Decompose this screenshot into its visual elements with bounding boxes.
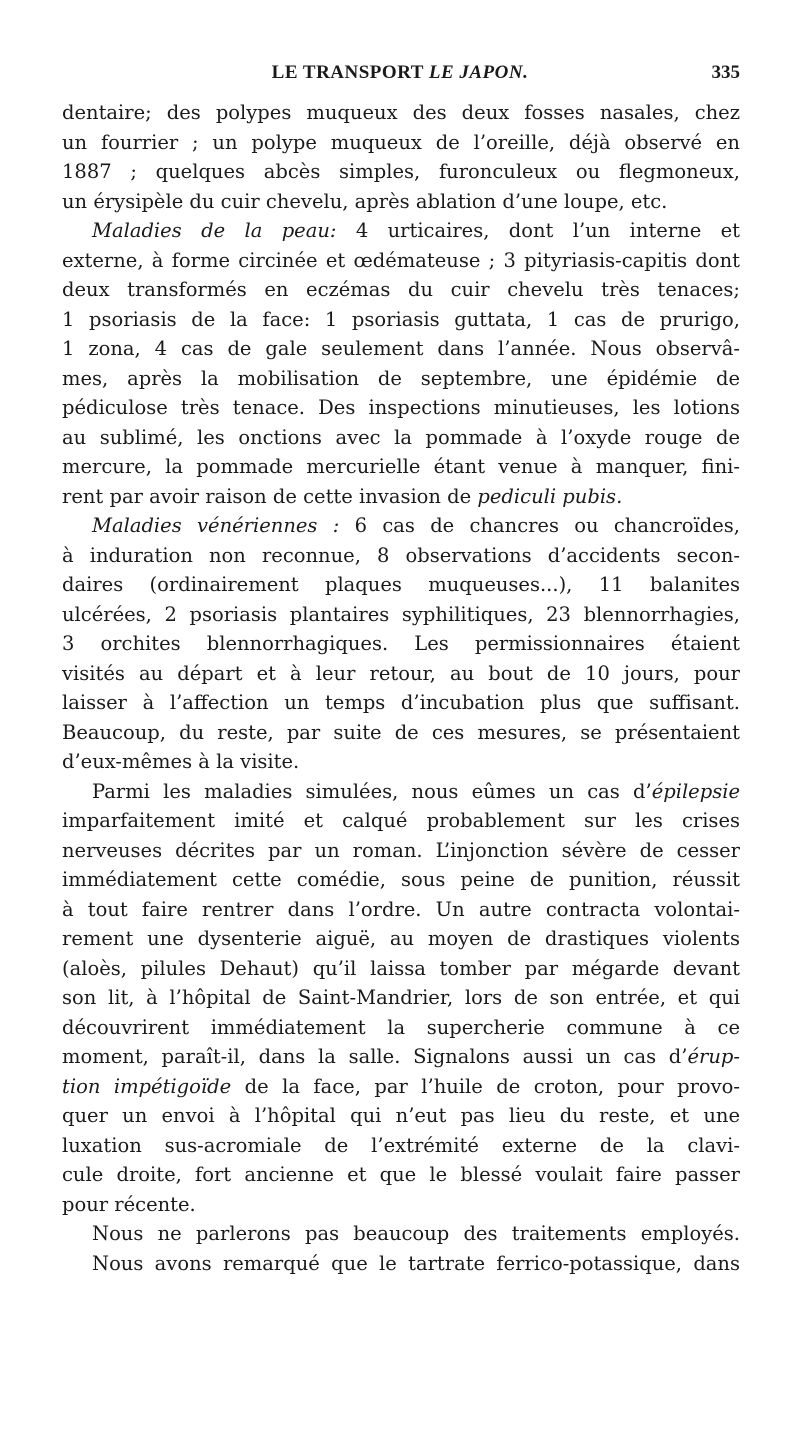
italic-text: érup- — [687, 1045, 740, 1068]
text-line — [62, 275, 740, 305]
text-run: nerveuses décrites par un roman. L’injonction sévère de cesser — [62, 838, 740, 862]
text-run: Parmi les maladies simulées, nous eûmes un cas d’ — [92, 779, 652, 803]
text-run: deux transformés en eczémas du cuir chevelu très tenaces; — [62, 278, 740, 301]
text-run: pédiculose très tenace. Des inspections minutieuses, les lotions — [62, 396, 740, 419]
text-line — [62, 718, 740, 748]
text-run: Nous avons remarqué que le tartrate ferrico-potassique, dans — [92, 1251, 740, 1275]
text-line — [62, 865, 740, 895]
text-line — [62, 1249, 740, 1279]
text-run: quer un envoi à l’hôpital qui n’eut pas lieu du reste, et une — [62, 1104, 740, 1127]
italic-text: Maladies de la peau: — [92, 219, 337, 242]
italic-text: pediculi pubis. — [477, 484, 623, 508]
text-run: pour récente. — [62, 1192, 196, 1216]
text-line — [62, 895, 740, 925]
text-line — [62, 511, 740, 541]
text-run: à induration non reconnue, 8 observations d’accidents secon- — [62, 543, 740, 567]
text-run: 1 zona, 4 cas de gale seulement dans l’année. Nous observâ- — [62, 337, 740, 360]
text-line — [62, 806, 740, 836]
running-header — [0, 62, 800, 92]
text-run: immédiatement cette comédie, sous peine de punition, réussit — [62, 868, 740, 891]
body-text — [62, 98, 740, 1278]
text-run: au sublimé, les onctions avec la pommade à l’oxyde rouge de — [62, 425, 740, 449]
text-line — [62, 364, 740, 394]
text-run: découvrirent immédiatement la supercherie commune à ce — [62, 1015, 740, 1039]
text-run: Nous ne parlerons pas beaucoup des traitements employés. — [92, 1222, 740, 1245]
text-line — [62, 1013, 740, 1043]
text-run: 1 psoriasis de la face: 1 psoriasis guttata, 1 cas de prurigo, — [62, 307, 740, 331]
text-run: un érysipèle du cuir chevelu, après ablation d’une loupe, etc. — [62, 189, 668, 213]
text-run: d’eux-mêmes à la visite. — [62, 750, 300, 773]
text-line — [62, 836, 740, 866]
text-line — [62, 1072, 740, 1102]
italic-text: tion impétigoïde — [62, 1074, 232, 1098]
text-line — [62, 1101, 740, 1131]
text-line — [62, 1219, 740, 1249]
text-line — [62, 187, 740, 217]
running-title-main: LE TRANSPORT — [271, 62, 424, 83]
text-line — [62, 1131, 740, 1161]
text-run: mercure, la pommade mercurielle étant venue à manquer, fini- — [62, 455, 740, 478]
text-run: visités au départ et à leur retour, au bout de 10 jours, pour — [62, 661, 740, 685]
text-run: rent par avoir raison de cette invasion de — [62, 484, 478, 508]
text-run: moment, paraît-il, dans la salle. Signalons aussi un cas d’ — [62, 1045, 688, 1068]
text-line — [62, 393, 740, 423]
text-line — [62, 157, 740, 187]
text-run: un fourrier ; un polype muqueux de l’oreille, déjà observé en — [62, 130, 740, 154]
text-line — [62, 1160, 740, 1190]
text-line — [62, 128, 740, 158]
text-run: imparfaitement imité et calqué probablement sur les crises — [62, 809, 740, 832]
running-title — [0, 62, 800, 84]
text-line — [62, 216, 740, 246]
text-run: mes, après la mobilisation de septembre, une épidémie de — [62, 366, 740, 390]
text-line — [62, 688, 740, 718]
text-run: de la face, par l’huile de croton, pour provo- — [231, 1074, 740, 1098]
text-line — [62, 334, 740, 364]
text-run: son lit, à l’hôpital de Saint-Mandrier, lors de son entrée, et qui — [62, 986, 740, 1009]
text-run: Beaucoup, du reste, par suite de ces mesures, se présentaient — [62, 720, 740, 744]
text-line — [62, 98, 740, 128]
text-line — [62, 983, 740, 1013]
text-run: daires (ordinairement plaques muqueuses...), 11 balanites — [62, 573, 740, 596]
text-run: à tout faire rentrer dans l’ordre. Un autre contracta volontai- — [62, 897, 740, 921]
text-line — [62, 246, 740, 276]
text-run: 3 orchites blennorrhagiques. Les permissionnaires étaient — [62, 632, 740, 655]
text-run: (aloès, pilules Dehaut) qu’il laissa tomber par mégarde devant — [62, 956, 740, 980]
text-run: rement une dysenterie aiguë, au moyen de drastiques violents — [62, 927, 740, 950]
italic-text: Maladies vénériennes : — [92, 514, 340, 537]
text-run: 4 urticaires, dont l’un interne et — [336, 219, 740, 242]
page-number: 335 — [711, 62, 740, 83]
text-line — [62, 629, 740, 659]
text-line — [62, 659, 740, 689]
text-run: 1887 ; quelques abcès simples, furonculeux ou flegmoneux, — [62, 160, 740, 183]
text-line — [62, 452, 740, 482]
text-line — [62, 305, 740, 335]
text-run: ulcérées, 2 psoriasis plantaires syphilitiques, 23 blennorrhagies, — [62, 602, 740, 626]
text-line — [62, 924, 740, 954]
text-run: externe, à forme circinée et œdémateuse ; 3 pityriasis-capitis dont — [62, 248, 740, 272]
text-line — [62, 541, 740, 571]
running-title-ship: LE JAPON. — [428, 62, 529, 83]
text-run: dentaire; des polypes muqueux des deux fosses nasales, chez — [62, 101, 740, 124]
text-run: luxation sus-acromiale de l’extrémité externe de la clavi- — [62, 1133, 740, 1157]
text-line — [62, 482, 740, 512]
text-line — [62, 570, 740, 600]
text-run: laisser à l’affection un temps d’incubation plus que suffisant. — [62, 691, 740, 714]
text-line — [62, 1190, 740, 1220]
text-line — [62, 600, 740, 630]
text-line — [62, 954, 740, 984]
text-line — [62, 747, 740, 777]
text-run: 6 cas de chancres ou chancroïdes, — [339, 514, 741, 537]
text-line — [62, 423, 740, 453]
text-line — [62, 1042, 740, 1072]
text-line — [62, 777, 740, 807]
text-run: cule droite, fort ancienne et que le blessé voulait faire passer — [62, 1163, 740, 1186]
italic-text: épilepsie — [651, 779, 740, 803]
